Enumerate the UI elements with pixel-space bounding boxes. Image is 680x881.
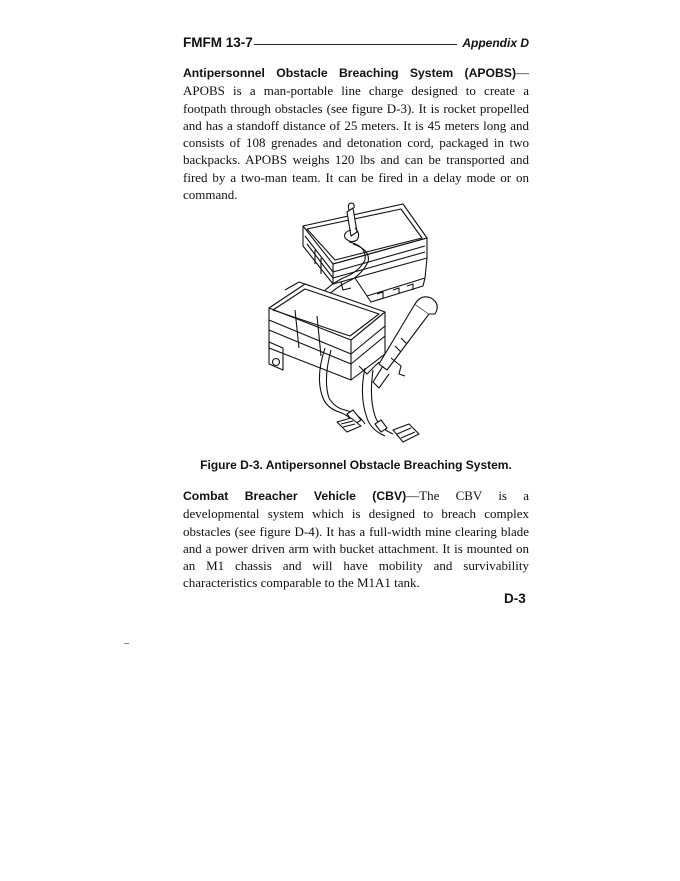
apobs-paragraph [183, 64, 529, 203]
running-header [183, 35, 529, 53]
header-rule [254, 44, 457, 45]
figure-caption: Figure D-3. Antipersonnel Obstacle Breaching System. [200, 458, 512, 472]
apobs-term: Antipersonnel Obstacle Breaching System (APOBS) [183, 66, 516, 80]
cbv-body: —The CBV is a developmental system which is designed to breach complex obstacles (see figure D-4). It has a full-width mine clearing blade and a power driven arm with bucket attachment. It is mounted on an M1 chassis and will have mobility and survivability characteristics comparable to the M1A1 tank. [183, 488, 529, 591]
cbv-term: Combat Breacher Vehicle (CBV) [183, 489, 407, 503]
apobs-body: —APOBS is a man-portable line charge designed to create a footpath through obstacles (see figure D-3). It is rocket propelled and has a standoff distance of 25 meters. It is 45 meters long and consists of 108 grenades and detonation cord, packaged in two backpacks. APOBS weighs 120 lbs and can be transported and fired by a two-man team. It can be fired in a delay mode or on command. [183, 65, 529, 203]
cbv-paragraph [183, 487, 529, 592]
apobs-figure [255, 198, 445, 450]
page-number: D-3 [504, 591, 526, 606]
apobs-backpacks-illustration [255, 198, 445, 450]
rocket-launcher [373, 297, 437, 388]
scan-mark [124, 643, 129, 644]
section-title: Appendix D [462, 36, 529, 50]
document-id: FMFM 13-7 [183, 35, 253, 50]
